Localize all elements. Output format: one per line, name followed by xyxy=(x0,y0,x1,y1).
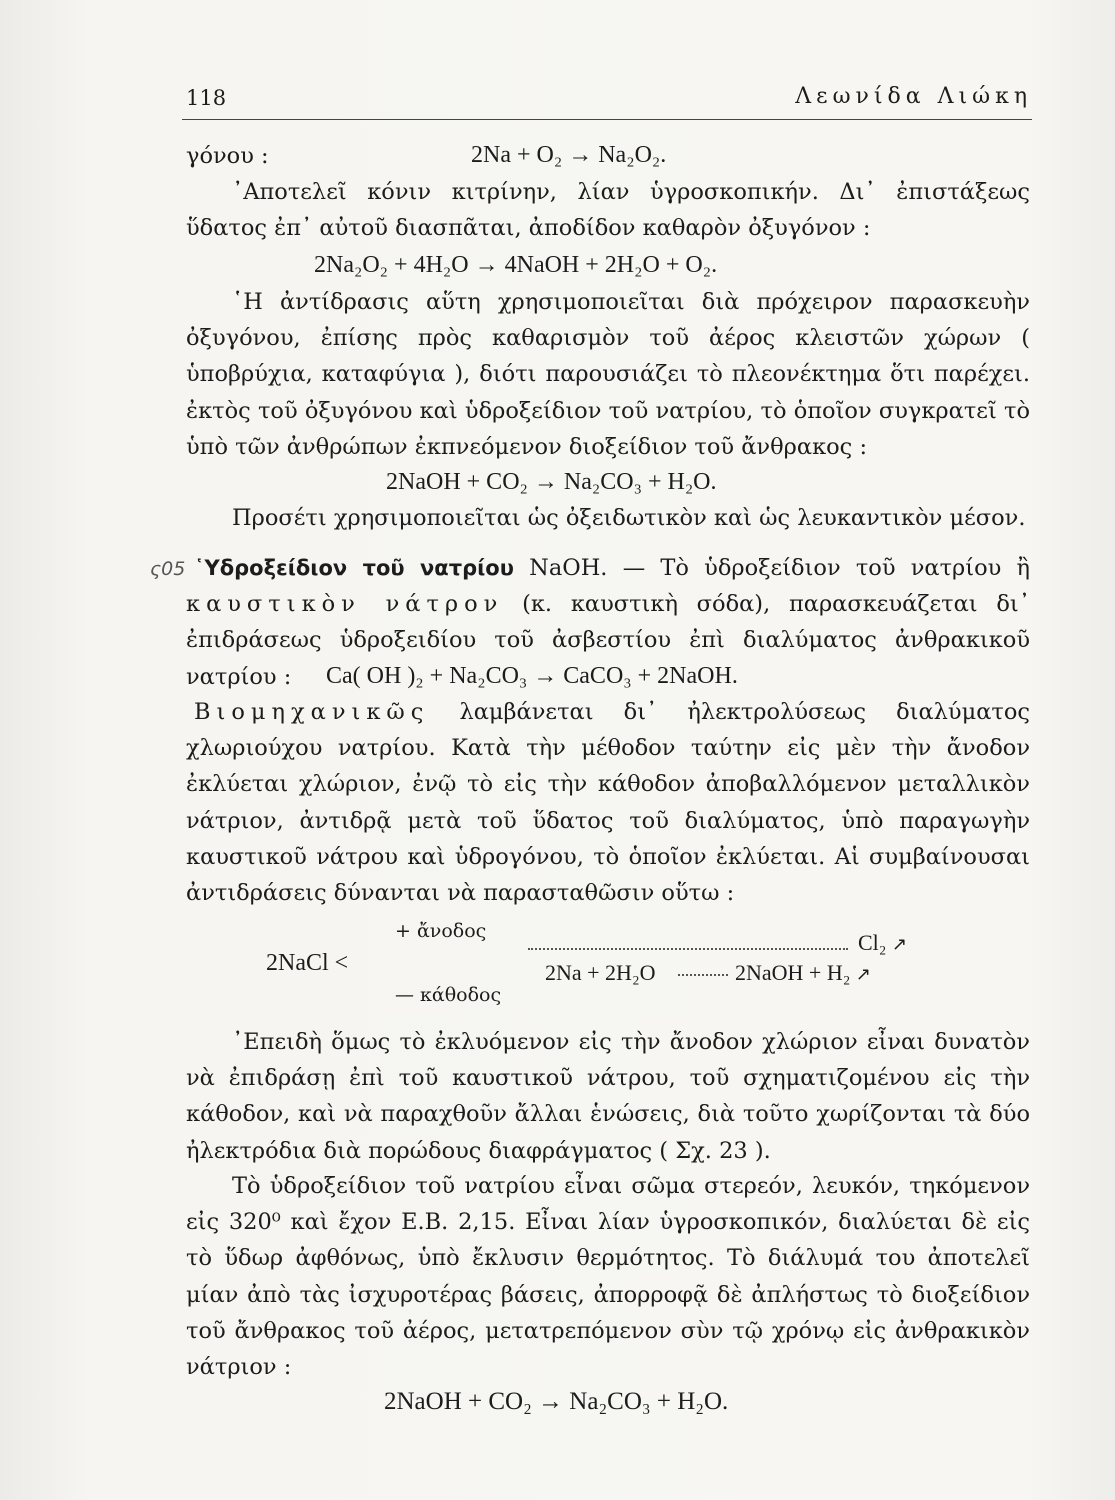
cathode-dotted-line xyxy=(678,974,728,976)
cathode-step-1: 2Na + 2H₂O xyxy=(545,960,656,985)
cathode-label: — κάθοδος xyxy=(395,984,502,1006)
cathode-step-2 xyxy=(735,960,871,986)
electrolysis-diagram xyxy=(266,918,930,1028)
spaced-term: καυστικὸν νάτρον xyxy=(186,591,504,618)
equation-decomposition: 2Na₂O₂ + 4H₂O → 4NaOH + 2H₂O + O₂. xyxy=(314,252,718,278)
equation-na2o2: 2Na + O₂ → Na₂O₂. xyxy=(471,142,667,168)
paragraph-naoh-properties: Τὸ ὑδροξείδιον τοῦ νατρίου εἶναι σῶμα στερεόν, λευκόν, τηκόμενον εἰς 320⁰ καὶ ἔχον Ε.Β. 2,15. Εἶναι λίαν ὑγροσκοπικόν, διαλύεται δὲ εἰς τὸ ὕδωρ ἀφθόνως, ὑπὸ ἔκλυσιν θερμότητος. Τὸ διάλυμά του ἀποτελεῖ μίαν ἀπὸ τὰς ἰσχυροτέρας βάσεις, ἀπορροφᾷ δὲ ἀπλήστως τὸ διοξείδιον τοῦ ἄνθρακος τοῦ ἀέρος, μετατρεπόμενον σὺν τῷ χρόνῳ εἰς ἀνθρακικὸν νάτριον : xyxy=(186,1173,1030,1381)
margin-annotation: ς05 xyxy=(150,558,186,580)
product-cl2 xyxy=(858,930,907,956)
section-heading: ῾Υδροξείδιον τοῦ νατρίου xyxy=(194,556,514,580)
equation-co2-absorption: 2NaOH + CO₂ → Na₂CO₃ + H₂O. xyxy=(386,469,717,495)
paragraph-oxidant: Προσέτι χρησιμοποιεῖται ὡς ὀξειδωτικὸν καὶ ὡς λευκαντικὸν μέσον. xyxy=(232,505,1026,531)
cl2-formula: Cl₂ xyxy=(858,930,887,955)
page-number: 118 xyxy=(186,86,227,110)
section-rest: (κ. καυστικὴ σόδα), παρασκευάζεται δι᾽ ἐπιδράσεως ὑδροξειδίου τοῦ ἀσβεστίου ἐπὶ διαλύματος ἀνθρακικοῦ νατρίου : xyxy=(186,591,1030,690)
spaced-lead: Βιομηχανικῶς xyxy=(194,699,430,725)
anode-dotted-line xyxy=(528,948,848,950)
step2-formula: 2NaOH + H₂ xyxy=(735,960,851,985)
section-formula: NaOH. xyxy=(529,555,608,581)
gas-evolution-arrow-icon-2: ↗ xyxy=(855,964,871,985)
paragraph-uses: ῾Η ἀντίδρασις αὕτη χρησιμοποιεῖται διὰ πρόχειρον παρασκευὴν ὀξυγόνου, ἐπίσης πρὸς καθαρισμὸν τοῦ ἀέρος κλειστῶν χώρων ( ὑποβρύχια, καταφύγια ), διότι παρουσιάζει τὸ πλεονέκτημα ὅτι παρέχει. ἐκτὸς τοῦ ὀξυγόνου καὶ ὑδροξείδιον τοῦ νατρίου, τὸ ὁποῖον συγκρατεῖ τὸ ὑπὸ τῶν ἀνθρώπων ἐκπνεόμενον διοξείδιον τοῦ ἄνθρακος : xyxy=(186,289,1030,460)
running-head: Λεωνίδα Λιώκη xyxy=(795,84,1032,109)
paragraph-industrial-text: λαμβάνεται δι᾽ ἠλεκτρολύσεως διαλύματος χλωριούχου νατρίου. Κατὰ τὴν μέθοδον ταύτην εἰς μὲν τὴν ἄνοδον ἐκλύεται χλώριον, ἐνῷ τὸ εἰς τὴν κάθοδον ἀποβαλλόμενον μεταλλικὸν νάτριον, ἀντιδρᾷ μετὰ τοῦ ὕδατος τοῦ διαλύματος, ὑπὸ παραγωγὴν καυστικοῦ νάτρου καὶ ὑδρογόνου, τὸ ὁποῖον ἐκλύεται. Αἱ συμβαίνουσαι ἀντιδράσεις δύνανται νὰ παρασταθῶσιν οὕτω : xyxy=(186,699,1030,907)
section-intro: — Τὸ ὑδροξείδιον τοῦ νατρίου ἢ xyxy=(622,555,1030,581)
line-lead: γόνου : xyxy=(186,143,269,169)
paragraph-diaphragm: ᾽Επειδὴ ὅμως τὸ ἐκλυόμενον εἰς τὴν ἄνοδον χλώριον εἶναι δυνατὸν νὰ ἐπιδράσῃ ἐπὶ τοῦ καυστικοῦ νάτρου, τοῦ σχηματιζομένου εἰς τὴν κάθοδον, καὶ νὰ παραχθοῦν ἄλλαι ἑνώσεις, διὰ τοῦτο χωρίζονται τὰ δύο ἠλεκτρόδια διὰ πορώδους διαφράγματος ( Σχ. 23 ). xyxy=(186,1029,1030,1164)
paragraph-industrial xyxy=(186,694,1030,911)
equation-causticization: Ca( OH )₂ + Na₂CO₃ → CaCO₃ + 2NaOH. xyxy=(326,663,738,689)
anode-label: + ἄνοδος xyxy=(395,920,487,942)
gas-evolution-arrow-icon: ↗ xyxy=(891,934,908,955)
equation-row-1 xyxy=(186,138,1030,174)
header-rule xyxy=(182,119,1032,120)
reactant-nacl: 2NaCl < xyxy=(266,950,349,976)
page-header xyxy=(182,78,1032,118)
paragraph-properties: ᾽Αποτελεῖ κόνιν κιτρίνην, λίαν ὑγροσκοπικήν. Δι᾽ ἐπιστάξεως ὕδατος ἐπ᾽ αὐτοῦ διασπᾶται, ἀποδίδον καθαρὸν ὀξυγόνον : xyxy=(186,179,1030,242)
equation-carbonation: 2NaOH + CO₂ → Na₂CO₃ + H₂O. xyxy=(384,1388,729,1415)
